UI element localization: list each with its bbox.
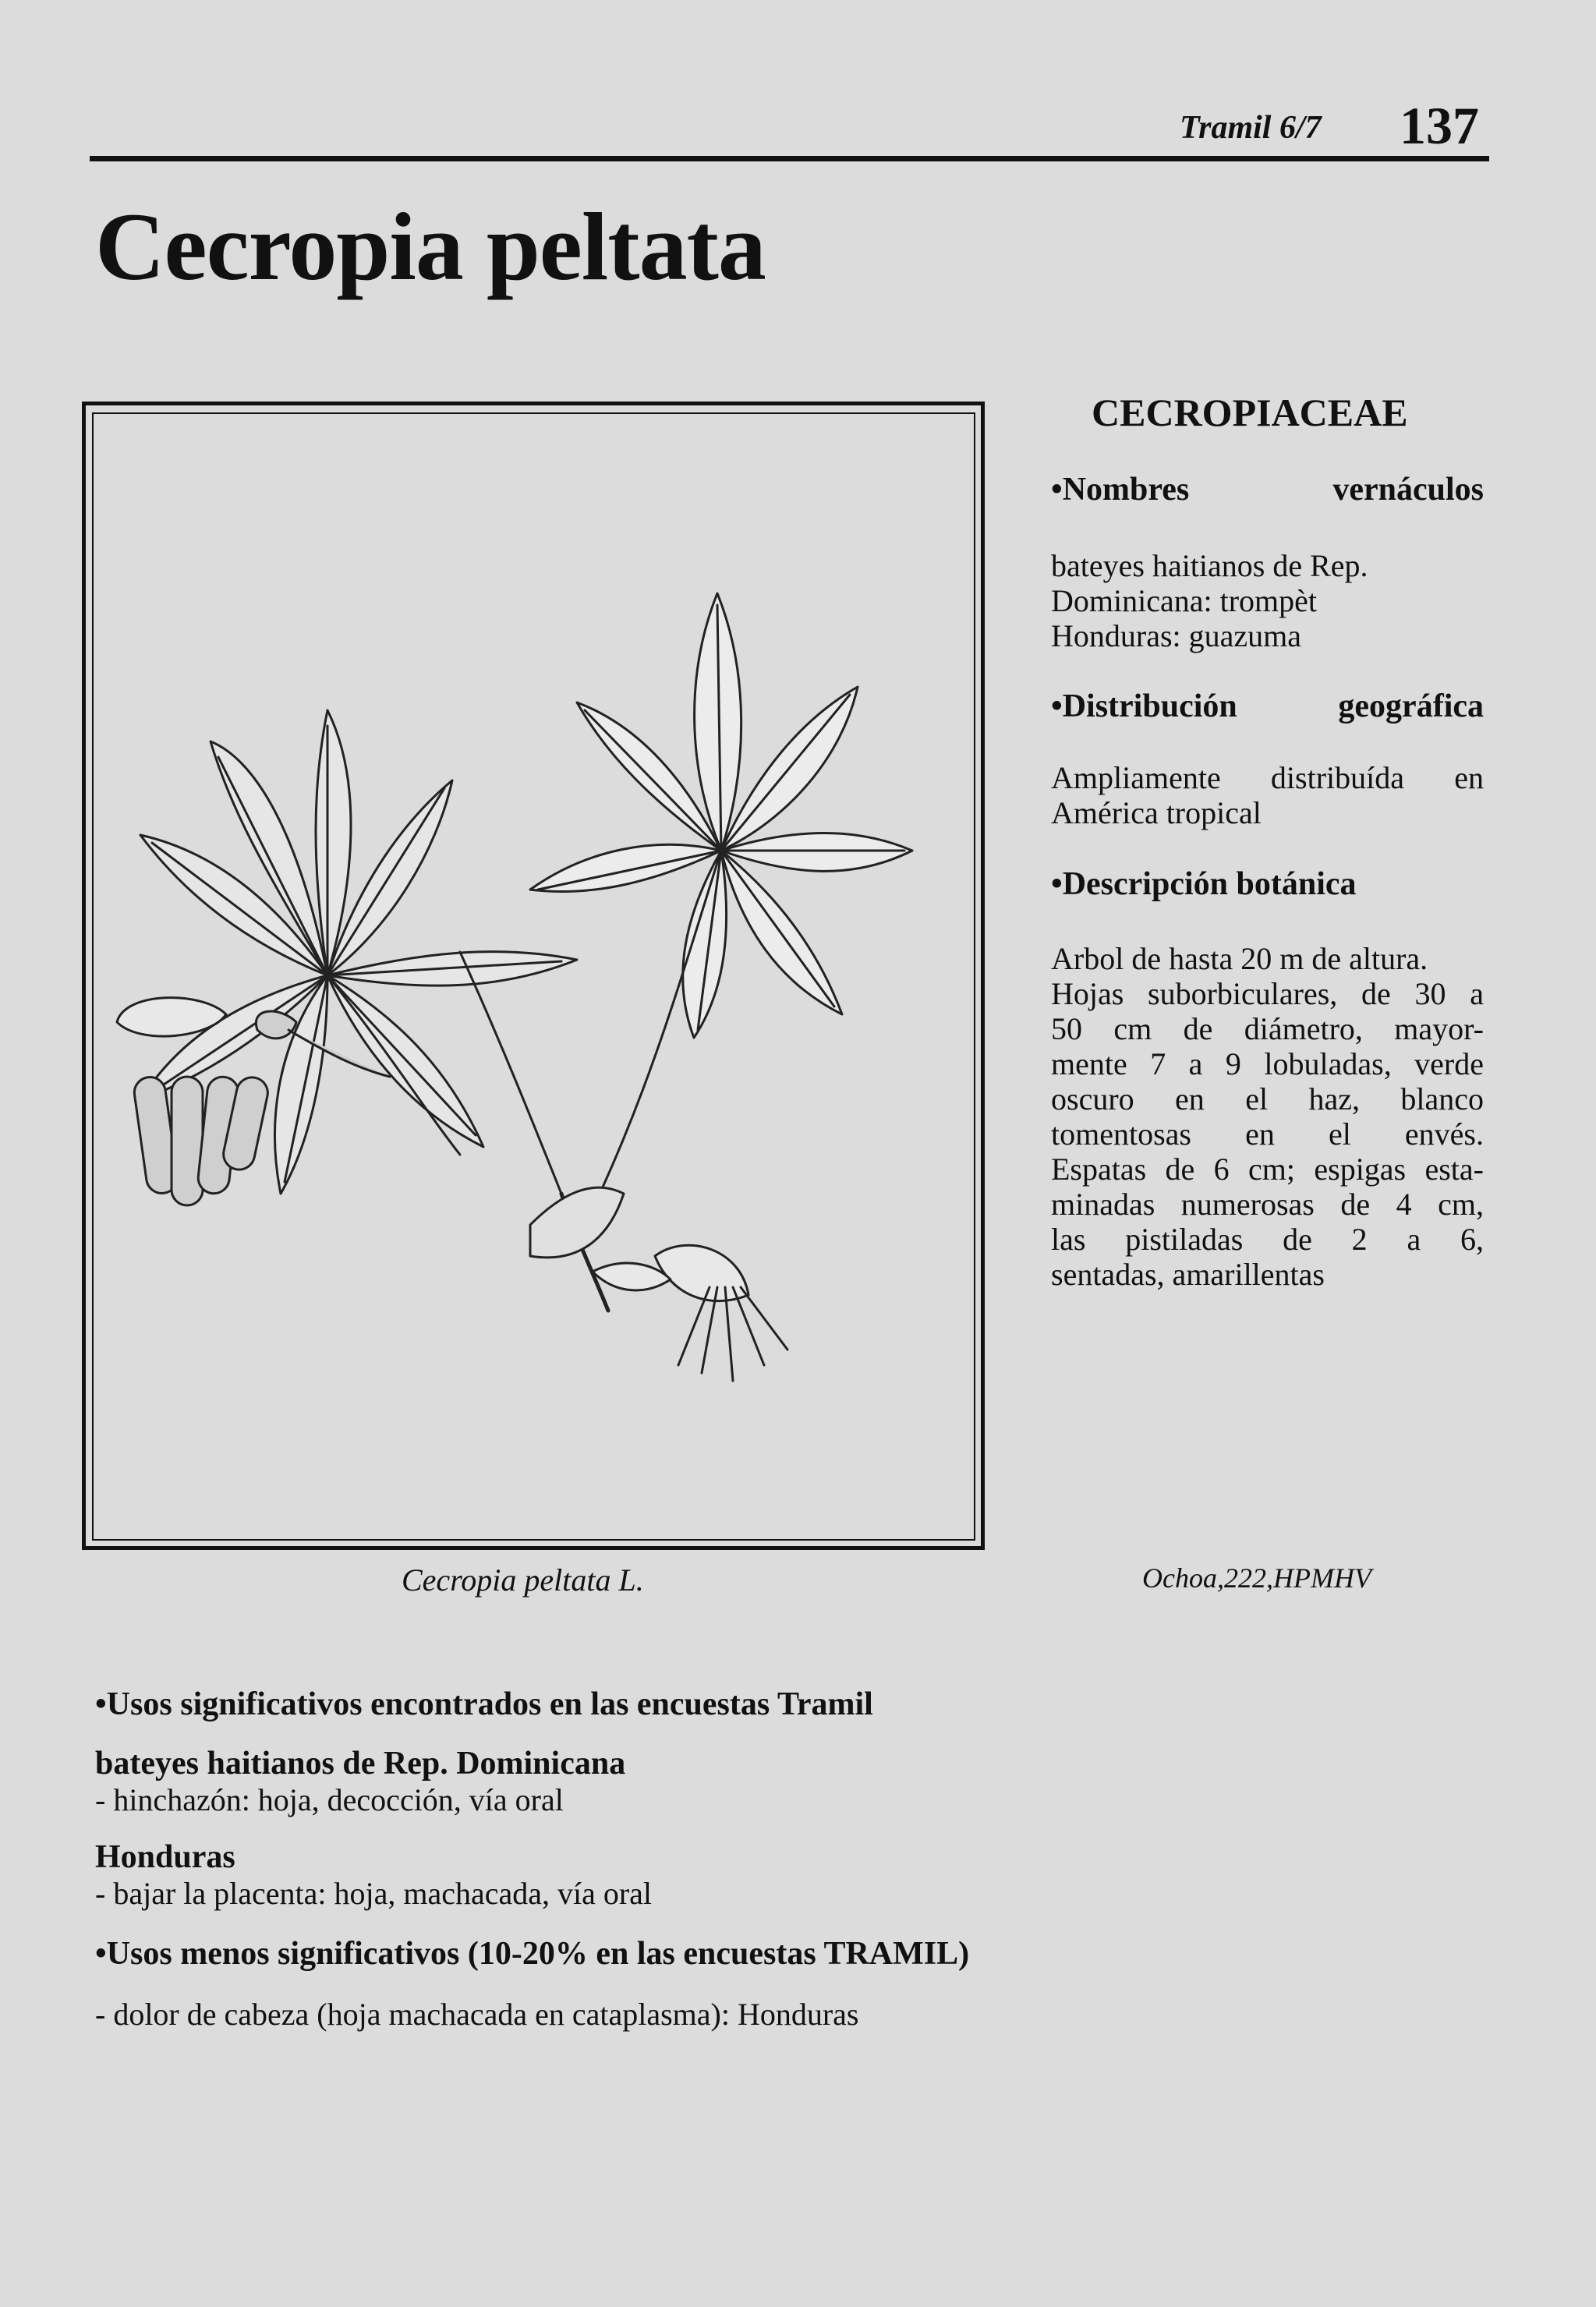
staminate-spikes [593,1245,787,1381]
right-leaf [530,593,912,1038]
header-rule [90,156,1489,161]
use-item: - bajar la placenta: hoja, machacada, vía oral [95,1876,653,1911]
botanical-line: las pistiladas de 2 a 6, [1051,1222,1484,1257]
vernacular-line: Honduras: guazuma [1051,618,1302,653]
page-title: Cecropia peltata [95,193,766,300]
use-item: - hinchazón: hoja, decocción, vía oral [95,1782,564,1817]
region-heading: Honduras [95,1839,235,1875]
botanical-line: oscuro en el haz, blanco [1051,1081,1484,1116]
region-heading: bateyes haitianos de Rep. Dominicana [95,1746,626,1782]
significant-uses-heading: •Usos significativos encontrados en las encuestas Tramil [95,1686,873,1722]
stem [327,851,721,1311]
figure-credit: Ochoa,222,HPMHV [1142,1562,1371,1594]
distribution-line: Ampliamente distribuída en [1051,760,1484,795]
botanical-line: mente 7 a 9 lobuladas, verde [1051,1046,1484,1081]
figure-caption: Cecropia peltata L. [402,1562,644,1598]
vernacular-line: Dominicana: trompèt [1051,583,1318,618]
journal-name: Tramil 6/7 [1180,110,1322,146]
botanical-line: minadas numerosas de 4 cm, [1051,1187,1484,1222]
botanical-line: Arbol de hasta 20 m de altura. [1051,941,1428,976]
botanical-line: 50 cm de diámetro, mayor- [1051,1011,1484,1046]
botanical-illustration [94,414,974,1539]
distribution-heading: •Distribución geográfica [1051,688,1484,724]
botanical-line: tomentosas en el envés. [1051,1116,1484,1152]
vernacular-heading: •Nombres vernáculos [1051,472,1484,508]
vernacular-line: bateyes haitianos de Rep. [1051,548,1368,583]
botanical-line: sentadas, amarillentas [1051,1257,1325,1292]
page-number: 137 [1400,96,1479,155]
botanical-heading: •Descripción botánica [1051,866,1357,902]
plant-family: CECROPIACEAE [1092,391,1408,434]
botanical-line: Espatas de 6 cm; espigas esta- [1051,1152,1484,1187]
botanical-line: Hojas suborbiculares, de 30 a [1051,976,1484,1011]
distribution-line: América tropical [1051,795,1262,830]
use-item: - dolor de cabeza (hoja machacada en cataplasma): Honduras [95,1997,859,2032]
less-significant-uses-heading: •Usos menos significativos (10-20% en las encuestas TRAMIL) [95,1936,970,1972]
